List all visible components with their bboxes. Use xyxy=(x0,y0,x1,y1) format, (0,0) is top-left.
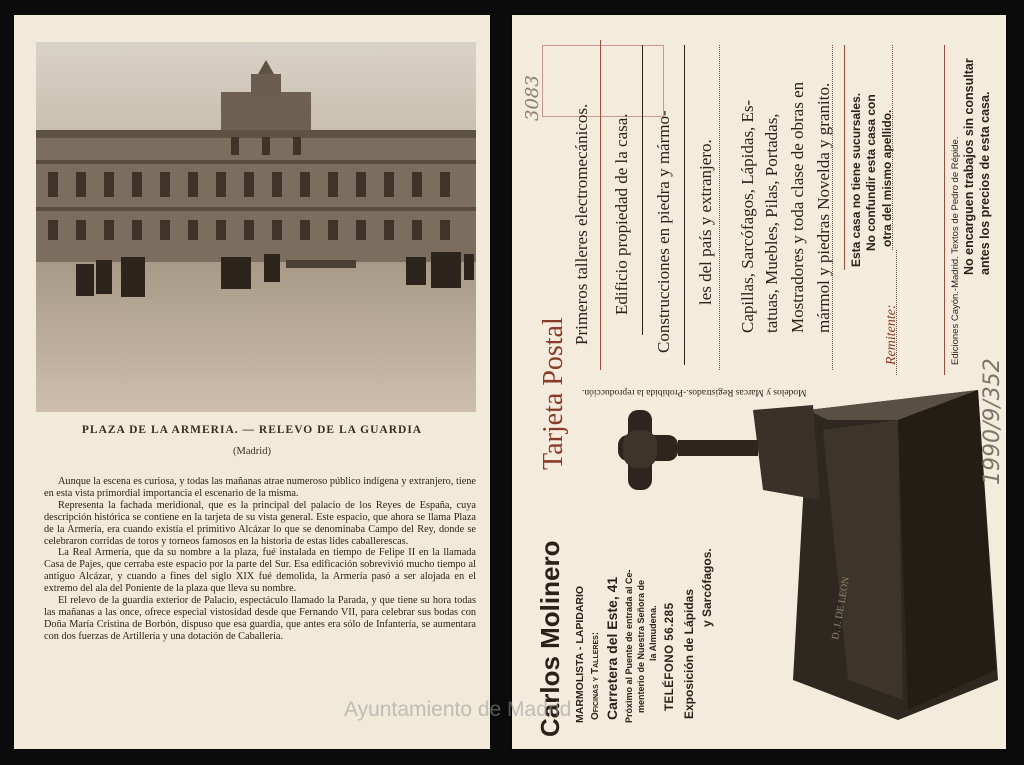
rule xyxy=(684,45,685,365)
edition-credit: Ediciones Cayón.-Madrid. Textos de Pedro de Répide. xyxy=(950,136,961,365)
remitente-label: Remitente: xyxy=(884,304,899,365)
card-title: Tarjeta Postal xyxy=(538,317,569,470)
feature-line-1: Primeros talleres electromecánicos. xyxy=(572,103,591,345)
company-subtitle: MARMOLISTA - LAPIDARIO xyxy=(574,585,586,723)
handwritten-code: 3083 xyxy=(522,75,543,121)
exposicion-line-2: y Sarcófagos. xyxy=(700,548,714,627)
dotted-rule xyxy=(892,45,893,250)
feature-line-4: les del país y extranjero. xyxy=(696,139,715,305)
feature-line-8: mármol y piedras Novelda y granito. xyxy=(814,82,833,333)
street-address: Carretera del Este, 41 xyxy=(604,576,620,720)
notice-line-3: otra del mismo apellido. xyxy=(880,109,894,247)
cross-inscription: D. J. DE LEON xyxy=(830,575,853,641)
palace-illustration xyxy=(36,42,476,412)
feature-line-3: Construcciones en piedra y mármo- xyxy=(654,110,673,353)
offices-label: Oficinas y Talleres: xyxy=(590,631,601,720)
rule xyxy=(642,45,643,335)
handwritten-date: 1990/9/352 xyxy=(980,358,1005,485)
postcard-back xyxy=(512,15,1006,749)
address-near-3: la Almudena. xyxy=(648,605,658,661)
notice-line-1: Esta casa no tiene sucursales. xyxy=(849,92,863,267)
feature-line-7: Mostradores y toda clase de obras en xyxy=(788,81,807,333)
feature-line-5: Capillas, Sarcófagos, Lápidas, Es- xyxy=(738,99,757,333)
feature-line-2: Edificio propiedad de la casa. xyxy=(612,113,631,315)
description-text xyxy=(44,476,476,643)
sarcophagus-illustration xyxy=(598,380,998,725)
red-rule xyxy=(600,40,601,370)
dotted-rule xyxy=(896,250,897,375)
trademark-notice: Modelos y Marcas Registrados.-Prohibida la reproducción. xyxy=(582,387,807,397)
red-rule xyxy=(944,45,945,375)
phone-number: TELÉFONO 56.285 xyxy=(664,602,676,711)
address-near-1: Próximo al Puente de entrada al Ce- xyxy=(624,569,634,723)
paragraph: Representa la fachada meridional, que es la principal del palacio de los Reyes de España, cuya descripción histórica se contiene en la tarjeta de su vista general. Este espacio, que ahora se llama Plaza de la Armería, era cuando existía el primitivo Alcázar lo que se denominaba Campo del Rey, donde se celebraron corridas de toros y torneos famosos en la historia de estas lides caballerescas. xyxy=(44,499,476,547)
dotted-rule xyxy=(719,45,720,370)
feature-line-6: tatuas, Muebles, Pilas, Portadas, xyxy=(762,113,781,333)
footer-line-2: antes los precios de esta casa. xyxy=(978,91,992,275)
footer-line-1: No encarguen trabajos sin consultar xyxy=(962,58,976,275)
paragraph: El relevo de la guardia exterior de Palacio, espectáculo llamado la Parada, y que tiene su hora todas las mañanas a las once, ofrece especial vistosidad desde que Fernando VII, para celebrar sus bodas con Doña María Cristina de Borbón, dispuso que esa guardia, que antes era sólo de Infantería, se aumentara con dos fuerzas de Artillería y una dotación de Caballería. xyxy=(44,595,476,642)
palace-photo xyxy=(36,42,476,412)
watermark: Ayuntamiento de Madrid xyxy=(344,698,572,721)
dotted-rule xyxy=(832,45,833,370)
address-near-2: menterio de Nuestra Señora de xyxy=(636,579,646,713)
caption-title: PLAZA DE LA ARMERIA. — RELEVO DE LA GUARDIA xyxy=(81,424,423,436)
stamp-box xyxy=(542,45,664,117)
company-name: Carlos Molinero xyxy=(535,540,565,737)
red-rule xyxy=(844,45,845,270)
caption-place: (Madrid) xyxy=(233,446,271,457)
exposicion-line-1: Exposición de Lápidas xyxy=(682,588,696,719)
paragraph: Aunque la escena es curiosa, y todas las mañanas atrae numeroso público indígena y extranjero, tiene en esta vista primordial importancia el escenario de la misma. xyxy=(44,476,476,499)
paragraph: La Real Armería, que da su nombre a la plaza, fué instalada en tiempo de Felipe II en la llamada Casa de Pajes, que cerraba este espacio por la parte del Sur. Esa edificación sobrevivió mucho tiempo al antiguo Alcázar, y cuando a fines del siglo XIX fué demolida, la Armería pasó a ser alojada en el extremo del ala del Poniente de la plaza que lleva su nombre. xyxy=(44,547,476,595)
postcard-front xyxy=(14,15,490,749)
notice-line-2: No confundir esta casa con xyxy=(864,94,878,251)
